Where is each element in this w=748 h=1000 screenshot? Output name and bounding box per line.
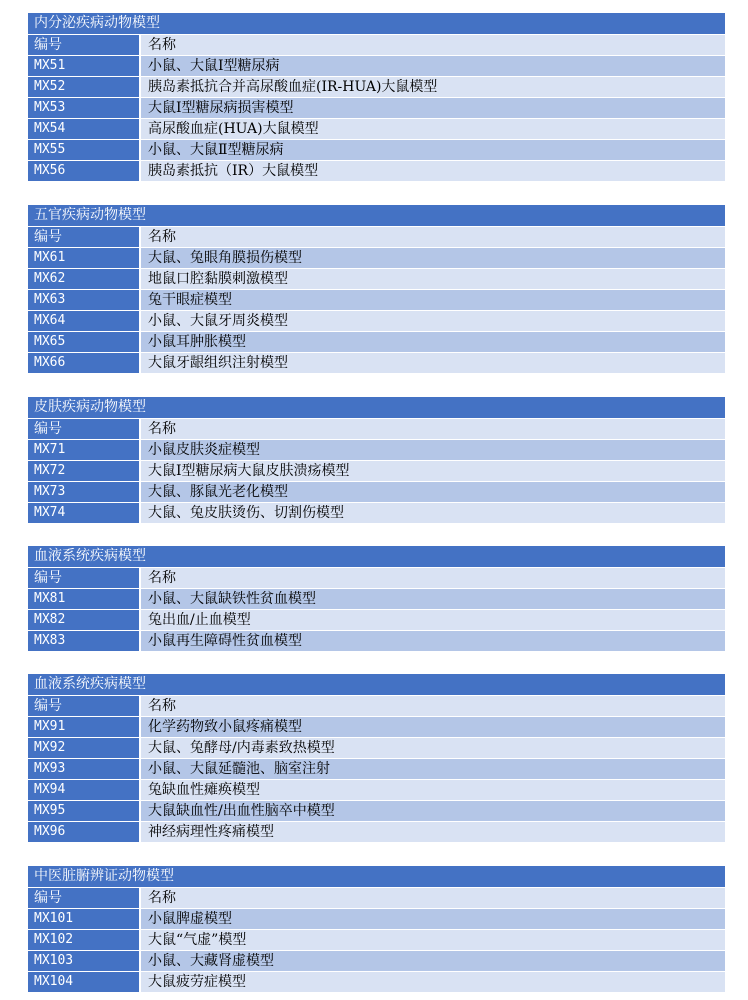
section-title: 皮肤疾病动物模型 <box>28 397 725 418</box>
column-header-name: 名称 <box>141 696 725 716</box>
table-row <box>28 588 725 609</box>
model-name: 大鼠Ⅰ型糖尿病损害模型 <box>141 98 725 118</box>
model-name: 大鼠牙龈组织注射模型 <box>141 353 725 373</box>
column-header-name: 名称 <box>141 35 725 55</box>
table-row <box>28 971 725 992</box>
model-name: 小鼠、大藏肾虚模型 <box>141 951 725 971</box>
model-code: MX64 <box>28 311 141 331</box>
table-header-row <box>28 695 725 716</box>
model-name: 小鼠、大鼠牙周炎模型 <box>141 311 725 331</box>
model-code: MX102 <box>28 930 141 950</box>
model-code: MX71 <box>28 440 141 460</box>
table-row <box>28 160 725 181</box>
section-title: 内分泌疾病动物模型 <box>28 13 725 34</box>
column-header-code: 编号 <box>28 888 141 908</box>
table-row <box>28 76 725 97</box>
model-name: 大鼠、兔皮肤烫伤、切割伤模型 <box>141 503 725 523</box>
table-row <box>28 929 725 950</box>
table-row <box>28 97 725 118</box>
model-code: MX54 <box>28 119 141 139</box>
model-name: 大鼠缺血性/出血性脑卒中模型 <box>141 801 725 821</box>
table-section <box>28 866 725 992</box>
model-name: 小鼠、大鼠延髓池、脑室注射 <box>141 759 725 779</box>
model-code: MX51 <box>28 56 141 76</box>
model-name: 大鼠、豚鼠光老化模型 <box>141 482 725 502</box>
model-code: MX61 <box>28 248 141 268</box>
table-section <box>28 546 725 651</box>
model-code: MX56 <box>28 161 141 181</box>
table-section <box>28 397 725 523</box>
table-row <box>28 352 725 373</box>
model-code: MX82 <box>28 610 141 630</box>
table-row <box>28 908 725 929</box>
model-name: 小鼠、大鼠Ⅰ型糖尿病 <box>141 56 725 76</box>
model-code: MX104 <box>28 972 141 992</box>
table-header-row <box>28 418 725 439</box>
table-header-row <box>28 887 725 908</box>
column-header-code: 编号 <box>28 568 141 588</box>
model-code: MX74 <box>28 503 141 523</box>
table-row <box>28 950 725 971</box>
model-name: 小鼠、大鼠Ⅱ型糖尿病 <box>141 140 725 160</box>
section-title: 血液系统疾病模型 <box>28 546 725 567</box>
model-name: 小鼠、大鼠缺铁性贫血模型 <box>141 589 725 609</box>
model-code: MX92 <box>28 738 141 758</box>
model-name: 胰岛素抵抗（IR）大鼠模型 <box>141 161 725 181</box>
model-code: MX73 <box>28 482 141 502</box>
model-name: 大鼠疲劳症模型 <box>141 972 725 992</box>
table-row <box>28 630 725 651</box>
model-code: MX66 <box>28 353 141 373</box>
model-name: 大鼠、兔眼角膜损伤模型 <box>141 248 725 268</box>
table-row <box>28 481 725 502</box>
column-header-name: 名称 <box>141 419 725 439</box>
table-header-row <box>28 34 725 55</box>
table-row <box>28 737 725 758</box>
model-code: MX62 <box>28 269 141 289</box>
section-title: 血液系统疾病模型 <box>28 674 725 695</box>
model-name: 大鼠Ⅰ型糖尿病大鼠皮肤溃疡模型 <box>141 461 725 481</box>
table-row <box>28 609 725 630</box>
table-section <box>28 674 725 842</box>
column-header-code: 编号 <box>28 419 141 439</box>
table-header-row <box>28 567 725 588</box>
table-row <box>28 289 725 310</box>
model-name: 小鼠脾虚模型 <box>141 909 725 929</box>
table-row <box>28 502 725 523</box>
section-title: 中医脏腑辨证动物模型 <box>28 866 725 887</box>
model-name: 大鼠、兔酵母/内毒素致热模型 <box>141 738 725 758</box>
column-header-code: 编号 <box>28 35 141 55</box>
table-row <box>28 331 725 352</box>
table-row <box>28 779 725 800</box>
model-name: 兔出血/止血模型 <box>141 610 725 630</box>
model-code: MX65 <box>28 332 141 352</box>
model-code: MX96 <box>28 822 141 842</box>
table-row <box>28 439 725 460</box>
table-row <box>28 716 725 737</box>
table-section <box>28 205 725 373</box>
model-name: 兔干眼症模型 <box>141 290 725 310</box>
model-code: MX101 <box>28 909 141 929</box>
table-row <box>28 55 725 76</box>
table-row <box>28 247 725 268</box>
model-code: MX53 <box>28 98 141 118</box>
table-row <box>28 310 725 331</box>
table-row <box>28 758 725 779</box>
model-code: MX63 <box>28 290 141 310</box>
model-name: 胰岛素抵抗合并高尿酸血症(IR-HUA)大鼠模型 <box>141 77 725 97</box>
model-name: 神经病理性疼痛模型 <box>141 822 725 842</box>
table-row <box>28 268 725 289</box>
table-row <box>28 460 725 481</box>
model-code: MX95 <box>28 801 141 821</box>
table-row <box>28 800 725 821</box>
column-header-code: 编号 <box>28 696 141 716</box>
column-header-code: 编号 <box>28 227 141 247</box>
section-title: 五官疾病动物模型 <box>28 205 725 226</box>
table-header-row <box>28 226 725 247</box>
model-name: 化学药物致小鼠疼痛模型 <box>141 717 725 737</box>
column-header-name: 名称 <box>141 227 725 247</box>
model-name: 高尿酸血症(HUA)大鼠模型 <box>141 119 725 139</box>
model-name: 兔缺血性瘫痪模型 <box>141 780 725 800</box>
table-row <box>28 118 725 139</box>
model-code: MX103 <box>28 951 141 971</box>
table-section <box>28 13 725 181</box>
model-name: 大鼠“气虚”模型 <box>141 930 725 950</box>
model-code: MX83 <box>28 631 141 651</box>
table-row <box>28 139 725 160</box>
table-row <box>28 821 725 842</box>
model-code: MX91 <box>28 717 141 737</box>
model-name: 小鼠皮肤炎症模型 <box>141 440 725 460</box>
column-header-name: 名称 <box>141 888 725 908</box>
model-code: MX52 <box>28 77 141 97</box>
model-code: MX72 <box>28 461 141 481</box>
model-code: MX81 <box>28 589 141 609</box>
column-header-name: 名称 <box>141 568 725 588</box>
model-code: MX93 <box>28 759 141 779</box>
model-name: 小鼠耳肿胀模型 <box>141 332 725 352</box>
model-name: 小鼠再生障碍性贫血模型 <box>141 631 725 651</box>
model-code: MX55 <box>28 140 141 160</box>
model-name: 地鼠口腔黏膜刺激模型 <box>141 269 725 289</box>
model-code: MX94 <box>28 780 141 800</box>
